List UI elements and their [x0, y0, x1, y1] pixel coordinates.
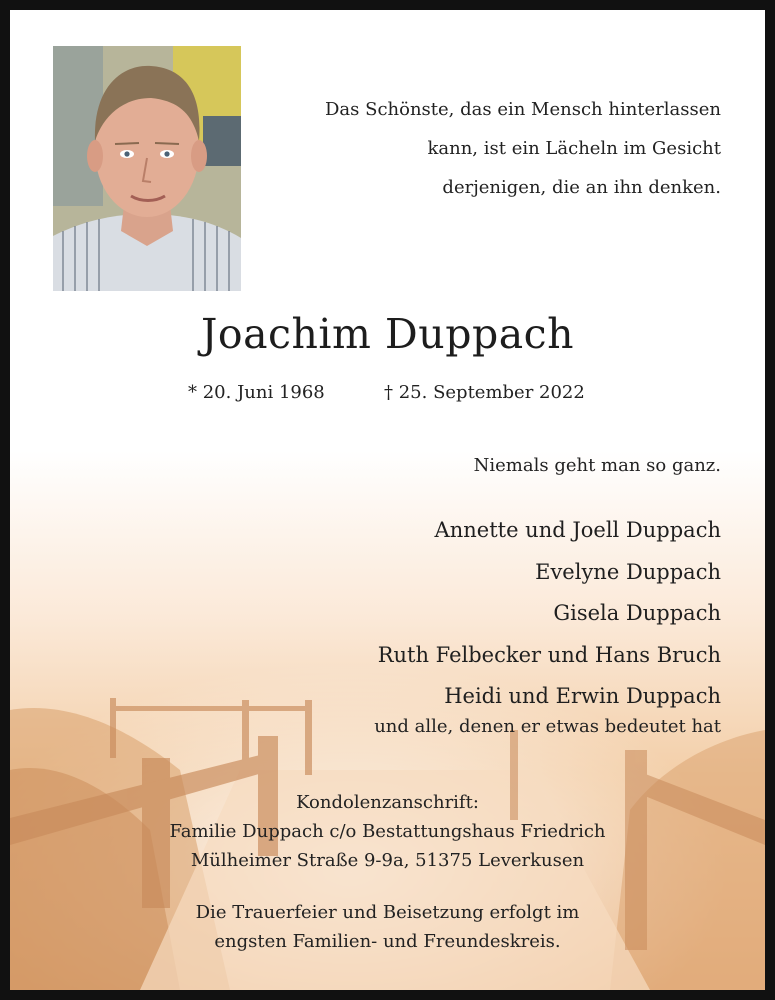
quote-line: Das Schönste, das ein Mensch hinterlassen — [324, 99, 721, 120]
portrait-photo — [53, 46, 241, 291]
mourners-closing: und alle, denen er etwas bedeutet hat — [374, 716, 721, 737]
condolence-heading: Kondolenzanschrift: — [296, 792, 479, 813]
mourner-name: Gisela Duppach — [553, 601, 721, 625]
birth-date: * 20. Juni 1968 — [188, 382, 325, 403]
condolence-address — [10, 788, 765, 875]
deceased-name: Joachim Duppach — [200, 310, 575, 358]
mourner-name: Heidi und Erwin Duppach — [444, 684, 721, 708]
quote-line: kann, ist ein Lächeln im Gesicht — [427, 138, 721, 159]
ceremony-note — [10, 898, 765, 956]
death-date: † 25. September 2022 — [384, 382, 585, 403]
quote-line: derjenigen, die an ihn denken. — [442, 177, 721, 198]
motto-text: Niemals geht man so ganz. — [473, 455, 721, 476]
mourner-name: Ruth Felbecker und Hans Bruch — [377, 642, 721, 667]
mourner-name: Evelyne Duppach — [535, 559, 721, 584]
condolence-line: Mülheimer Straße 9-9a, 51375 Leverkusen — [190, 850, 585, 871]
mourner-name: Annette und Joell Duppach — [434, 518, 721, 542]
ceremony-line: Die Trauerfeier und Beisetzung erfolgt im — [195, 902, 580, 923]
mourners-list — [221, 510, 721, 718]
memorial-quote — [281, 90, 721, 207]
ceremony-line: engsten Familien- und Freundeskreis. — [214, 931, 561, 952]
condolence-line: Familie Duppach c/o Bestattungshaus Friedrich — [169, 821, 606, 842]
